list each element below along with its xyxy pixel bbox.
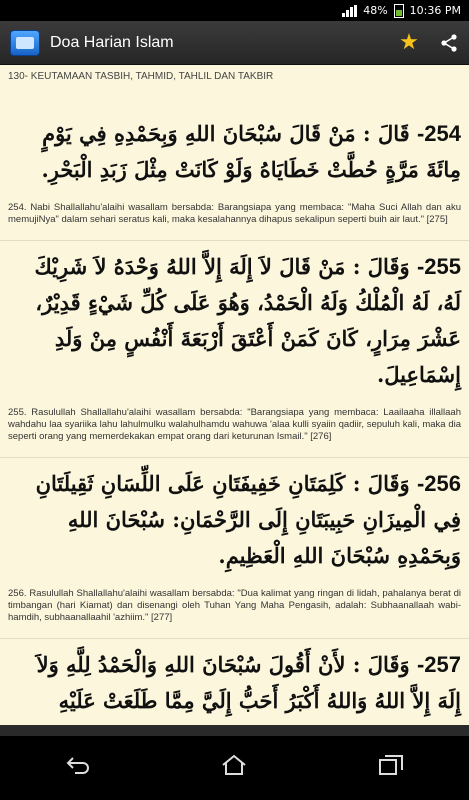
signal-icon <box>342 5 357 17</box>
hadith-arabic <box>8 466 461 574</box>
hadith-translation: 254. Nabi Shallallahu'alaihi wasallam bersabda: Barangsiapa yang membaca: "Maha Suci Allah dan aku memujiNya" dalam sehari seratus kali, maka kesalahannya dihapus sekalipun seperti buih air laut." [275] <box>8 202 461 225</box>
arabic-text: وَقَالَ : لأَنْ أَقُولَ سُبْحَانَ اللهِ وَالْحَمْدُ لِلَّهِ وَلاَ إِلَهَ إِلاَّ اللهُ وَاللهُ أَكْبَرُ أَحَبُّ إِلَيَّ مِمَّا طَلَعَتْ عَلَيْهِ <box>36 652 461 713</box>
divider <box>0 240 469 241</box>
status-bar <box>0 0 469 21</box>
recent-apps-icon[interactable] <box>378 754 404 782</box>
home-icon[interactable] <box>220 754 248 782</box>
bottom-band <box>0 725 469 736</box>
chapter-title: 130- KEUTAMAAN TASBIH, TAHMID, TAHLIL DAN TAKBIR <box>8 71 274 82</box>
navigation-bar <box>0 736 469 800</box>
hadith-arabic <box>8 647 461 719</box>
action-bar <box>0 21 469 65</box>
hadith-translation: 255. Rasulullah Shallallahu'alaihi wasallam bersabda: "Barangsiapa yang membaca: Laailaaha illallaah wahdahu laa syariika lahu lahulmulku walahulhamdu wahuwa 'alaa kulli syaiin qadiir, sepuluh kali, maka dia seperti orang yang memerdekakan empat orang dari keturunan Ismail." [276] <box>8 407 461 442</box>
hadith-arabic <box>8 249 461 393</box>
time: 10:36 PM <box>409 4 461 17</box>
arabic-text: وَقَالَ : كَلِمَتَانِ خَفِيفَتَانِ عَلَى اللِّسَانِ ثَقِيلَتَانِ فِي الْمِيزَانِ حَبِيبَتَانِ إِلَى الرَّحْمَانِ: سُبْحَانَ اللهِ وَبِحَمْدِهِ سُبْحَانَ اللهِ الْعَظِيمِ. <box>35 471 461 568</box>
hadith-number: 257- <box>416 652 461 677</box>
app-title: Doa Harian Islam <box>50 33 174 51</box>
hadith-number: 256- <box>416 471 461 496</box>
app-logo-icon[interactable] <box>10 30 40 56</box>
share-icon[interactable] <box>429 23 469 63</box>
arabic-text: وَقَالَ : مَنْ قَالَ لاَ إِلَهَ إِلاَّ اللهُ وَحْدَهُ لاَ شَرِيْكَ لَهُ، لَهُ الْمُلْكُ وَلَهُ الْحَمْدُ، وَهُوَ عَلَى كُلِّ شَيْءٍ قَدِيْرٌ، عَشْرَ مِرَارٍ، كَانَ كَمَنْ أَعْتَقَ أَرْبَعَةَ أَنْفُسٍ مِنْ وَلَدِ إِسْمَاعِيلَ. <box>34 254 461 387</box>
battery-percent: 48% <box>363 4 388 17</box>
star-icon[interactable]: ★ <box>399 30 419 55</box>
divider <box>0 638 469 639</box>
hadith-number: 255- <box>416 254 461 279</box>
hadith-number: 254- <box>416 121 461 146</box>
hadith-arabic <box>8 116 461 188</box>
hadith-content[interactable] <box>0 65 469 725</box>
divider <box>0 457 469 458</box>
hadith-translation: 256. Rasulullah Shallallahu'alaihi wasallam bersabda: "Dua kalimat yang ringan di lidah, pahalanya berat di timbangan (hari Kiamat) dan disenangi oleh Tuhan Yang Maha Pengasih, adalah: Subhaanallaah wabi-hamdih, subhaanallaahil 'azhiim." [277] <box>8 588 461 623</box>
battery-icon <box>394 4 404 18</box>
back-icon[interactable] <box>65 755 91 781</box>
arabic-text: قَالَ : مَنْ قَالَ سُبْحَانَ اللهِ وَبِحَمْدِهِ فِي يَوْمٍ مِائَةَ مَرَّةٍ حُطَّتْ خَطَايَاهُ وَلَوْ كَانَتْ مِثْلَ زَبَدِ الْبَحْرِ. <box>41 121 461 182</box>
